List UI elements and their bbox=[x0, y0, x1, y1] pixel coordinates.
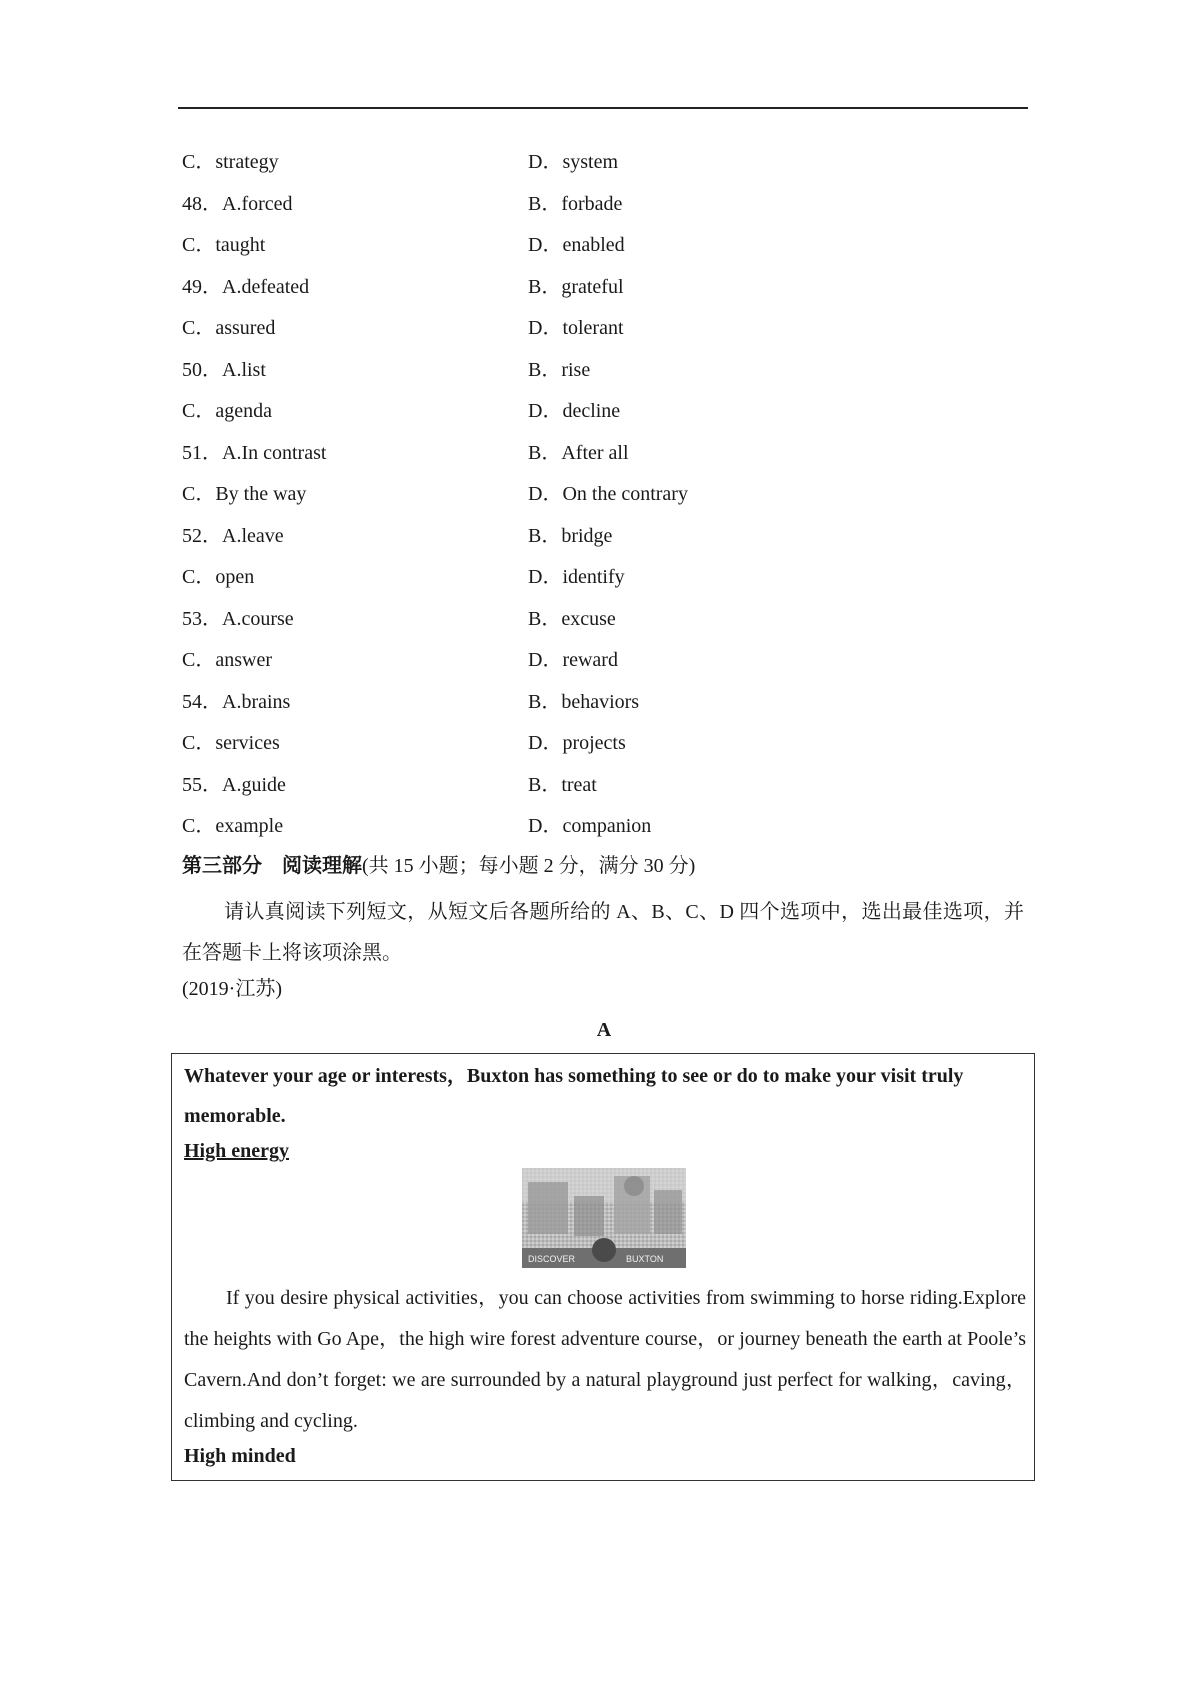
option-row-left: 54．A.brains bbox=[182, 691, 291, 713]
option-row-right: B．behaviors bbox=[528, 691, 640, 713]
option-row-right: D．projects bbox=[528, 732, 626, 754]
option-row-left: C．taught bbox=[182, 234, 266, 256]
section-heading bbox=[182, 853, 695, 879]
option-row-right: B．forbade bbox=[528, 193, 623, 215]
option-row-left: C．assured bbox=[182, 317, 276, 339]
option-row-left: C．example bbox=[182, 815, 284, 837]
instructions: 请认真阅读下列短文，从短文后各题所给的 A、B、C、D 四个选项中，选出最佳选项，并在答题卡上将该项涂黑。 bbox=[182, 901, 1024, 964]
option-row-right: D．companion bbox=[528, 815, 652, 837]
option-row-right: D．On the contrary bbox=[528, 483, 688, 505]
option-row-left: 51．A.In contrast bbox=[182, 442, 327, 464]
heading-high-minded: High minded bbox=[184, 1445, 296, 1467]
option-row-left: C．answer bbox=[182, 649, 272, 671]
option-row-right: B．After all bbox=[528, 442, 629, 464]
option-row-left: 48．A.forced bbox=[182, 193, 293, 215]
option-row-left: 49．A.defeated bbox=[182, 276, 310, 298]
photo-caption-left: DISCOVER bbox=[528, 1254, 576, 1264]
buxton-photo bbox=[522, 1168, 686, 1268]
passage-letter: A bbox=[596, 1019, 612, 1041]
option-row-left: C．strategy bbox=[182, 151, 279, 173]
passage-box bbox=[171, 1053, 1035, 1481]
option-row-left: 52．A.leave bbox=[182, 525, 284, 547]
option-row-right: D．system bbox=[528, 151, 618, 173]
header-rule bbox=[178, 107, 1028, 109]
option-row-left: C．open bbox=[182, 566, 255, 588]
option-row-right: D．identify bbox=[528, 566, 625, 588]
option-row-left: C．By the way bbox=[182, 483, 307, 505]
option-row-left: 53．A.course bbox=[182, 608, 294, 630]
photo-caption-right: BUXTON bbox=[626, 1254, 664, 1264]
passage-intro: Whatever your age or interests，Buxton has something to see or do to make your visit truly memorable. bbox=[184, 1065, 964, 1127]
option-row-right: B．grateful bbox=[528, 276, 624, 298]
option-row-left: 55．A.guide bbox=[182, 774, 286, 796]
option-row-right: B．bridge bbox=[528, 525, 613, 547]
option-row-left: C．services bbox=[182, 732, 280, 754]
option-row-right: D．tolerant bbox=[528, 317, 624, 339]
heading-high-energy: High energy bbox=[184, 1140, 289, 1162]
source-note: (2019·江苏) bbox=[182, 978, 282, 1000]
option-row-left: C．agenda bbox=[182, 400, 272, 422]
option-row-right: B．rise bbox=[528, 359, 591, 381]
option-row-right: D．enabled bbox=[528, 234, 625, 256]
option-row-right: B．treat bbox=[528, 774, 597, 796]
option-row-left: 50．A.list bbox=[182, 359, 266, 381]
passage-paragraph: If you desire physical activities，you can choose activities from swimming to horse riding.Explore the heights with Go Ape，the high wire forest adventure course，or journey beneath the earth at Poole’s Cavern.And don’t forget: we are surrounded by a natural playground just perfect for walking，caving，climbing and cycling. bbox=[184, 1287, 1026, 1432]
option-row-right: B．excuse bbox=[528, 608, 616, 630]
section-detail: (共 15 小题；每小题 2 分，满分 30 分) bbox=[362, 855, 696, 877]
option-row-right: D．decline bbox=[528, 400, 621, 422]
section-title: 第三部分 阅读理解 bbox=[182, 855, 362, 877]
option-row-right: D．reward bbox=[528, 649, 618, 671]
